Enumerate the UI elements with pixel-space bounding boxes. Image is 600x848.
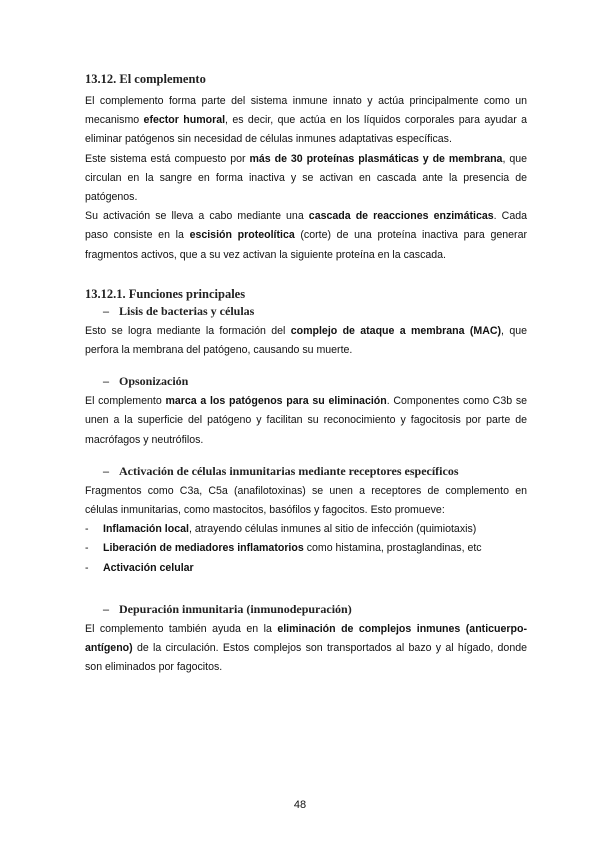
- dash-mark: –: [103, 601, 109, 616]
- function-depuracion: [85, 602, 527, 678]
- bullet-mark: -: [85, 523, 89, 536]
- bold-text: escisión proteolítica: [189, 229, 295, 242]
- dash-mark: –: [103, 374, 109, 389]
- bold-text: Activación celular: [103, 561, 194, 574]
- bold-text: más de 30 proteínas plasmáticas y de membrana: [249, 152, 503, 165]
- intro-paragraph: Su activación se lleva a cabo mediante una cascada de reacciones enzimáticas. Cada paso consiste en la escisión proteolítica (corte) de una proteína inactiva para generar fragmentos activos, que a su vez activan la siguiente proteína en la cascada.: [85, 210, 528, 261]
- dash-mark: –: [103, 463, 109, 478]
- bullet-mark: -: [85, 561, 89, 574]
- bold-text: marca a los patógenos para su eliminación: [165, 395, 387, 408]
- dash-mark: –: [103, 303, 109, 318]
- list-item: [85, 559, 527, 578]
- function-paragraph: El complemento marca a los patógenos para su eliminación. Componentes como C3b se unen a la superficie del patógeno y facilitan su reconocimiento y fagocitosis por parte de macrófagos y neutrófilos.: [85, 395, 528, 446]
- intro-paragraph: Este sistema está compuesto por más de 30 proteínas plasmáticas y de membrana, que circulan en la sangre en forma inactiva y se activan en cascada ante la presencia de patógenos.: [85, 152, 527, 204]
- section-title: 13.12. El complemento: [85, 72, 206, 86]
- function-opsonizacion: [85, 374, 527, 450]
- list-item-text: [103, 562, 194, 574]
- bold-text: complejo de ataque a membrana (MAC): [290, 324, 502, 337]
- page-number: 48: [293, 799, 307, 811]
- bold-text: Inflamación local: [103, 523, 189, 536]
- bold-text: eliminación de complejos inmunes (anticuerpo-antígeno): [85, 622, 527, 655]
- function-lisis: [85, 304, 527, 360]
- subsection-title: 13.12.1. Funciones principales: [85, 286, 246, 301]
- bold-text: cascada de reacciones enzimáticas: [308, 210, 494, 223]
- function-heading: [103, 464, 527, 479]
- function-heading-text: Activación de células inmunitarias mediante receptores específicos: [119, 463, 459, 478]
- list-item: [85, 539, 527, 558]
- function-heading-text: Lisis de bacterias y células: [119, 303, 255, 318]
- list-item-text: Liberación de mediadores inflamatorios como histamina, prostaglandinas, etc: [103, 542, 482, 555]
- document-page: [85, 68, 527, 677]
- function-paragraph: El complemento también ayuda en la eliminación de complejos inmunes (anticuerpo-antígeno) de la circulación. Estos complejos son transportados al bazo y al hígado, donde son eliminados por fagocitos.: [85, 622, 527, 674]
- function-heading-text: Opsonización: [119, 374, 189, 389]
- function-paragraph: Fragmentos como C3a, C5a (anafilotoxinas) se unen a receptores de complemento en células inmunitarias, como mastocitos, basófilos y fagocitos. Esto promueve:: [85, 484, 527, 517]
- list-item: [85, 520, 527, 539]
- intro-paragraph: El complemento forma parte del sistema inmune innato y actúa principalmente como un mecanismo efector humoral, es decir, que actúa en los líquidos corporales para ayudar a eliminar patógenos sin necesidad de células inmunes adaptativas específicas.: [85, 95, 528, 146]
- function-paragraph: Esto se logra mediante la formación del complejo de ataque a membrana (MAC), que perfora la membrana del patógeno, causando su muerte.: [85, 324, 527, 357]
- bold-text: efector humoral: [143, 114, 226, 127]
- list-item-text: Inflamación local, atrayendo células inmunes al sitio de infección (quimiotaxis): [103, 523, 477, 536]
- bold-text: Liberación de mediadores inflamatorios: [103, 542, 304, 555]
- function-heading: [103, 374, 527, 389]
- bullet-list: [85, 520, 527, 578]
- function-heading: [103, 304, 527, 319]
- function-heading: [103, 602, 527, 617]
- function-activacion: [85, 464, 527, 578]
- section-intro: [85, 92, 527, 265]
- bullet-mark: -: [85, 542, 89, 555]
- function-heading-text: Depuración inmunitaria (inmunodepuración): [119, 601, 352, 616]
